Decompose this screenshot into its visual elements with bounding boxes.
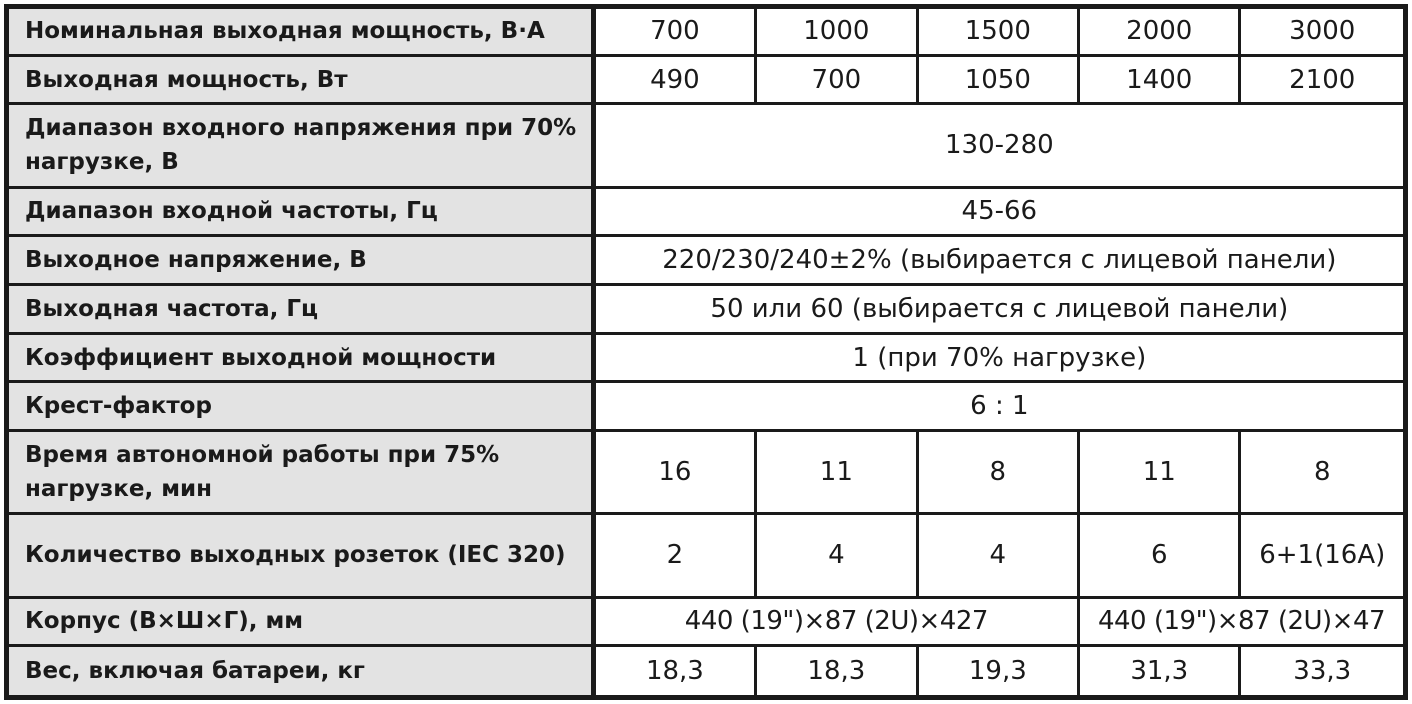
- row-label-weight: Вес, включая батареи, кг: [9, 647, 596, 695]
- cell-value: 4: [757, 515, 918, 598]
- cell-value: 50 или 60 (выбирается с лицевой панели): [596, 286, 1403, 335]
- table-row: [9, 105, 1403, 188]
- cell-value: 440 (19")×87 (2U)×427: [596, 599, 1080, 648]
- cell-value: 8: [919, 432, 1080, 515]
- spec-table-frame: [4, 4, 1408, 700]
- table-row: [9, 647, 1403, 695]
- cell-value: 33,3: [1241, 647, 1403, 695]
- spec-table: [9, 9, 1403, 695]
- cell-value: 2000: [1080, 9, 1241, 57]
- table-row: [9, 237, 1403, 286]
- table-row: [9, 9, 1403, 57]
- cell-value: 3000: [1241, 9, 1403, 57]
- cell-value: 2: [596, 515, 757, 598]
- row-label-backup-time: Время автономной работы при 75% нагрузке, мин: [9, 432, 596, 515]
- cell-value: 1000: [757, 9, 918, 57]
- row-label-nominal-power: Номинальная выходная мощность, В·А: [9, 9, 596, 57]
- table-row: [9, 432, 1403, 515]
- row-label-input-voltage-range: Диапазон входного напряжения при 70% нагрузке, В: [9, 105, 596, 188]
- table-row: [9, 189, 1403, 238]
- table-row: [9, 57, 1403, 106]
- cell-value: 2100: [1241, 57, 1403, 106]
- row-label-input-frequency-range: Диапазон входной частоты, Гц: [9, 189, 596, 238]
- cell-value: 8: [1241, 432, 1403, 515]
- table-row: [9, 383, 1403, 432]
- cell-value: 11: [1080, 432, 1241, 515]
- cell-value: 4: [919, 515, 1080, 598]
- cell-value: 1400: [1080, 57, 1241, 106]
- table-row: [9, 515, 1403, 598]
- table-row: [9, 286, 1403, 335]
- cell-value: 440 (19")×87 (2U)×47: [1080, 599, 1403, 648]
- cell-value: 16: [596, 432, 757, 515]
- row-label-output-voltage: Выходное напряжение, В: [9, 237, 596, 286]
- cell-value: 1500: [919, 9, 1080, 57]
- cell-value: 6 : 1: [596, 383, 1403, 432]
- row-label-enclosure: Корпус (В×Ш×Г), мм: [9, 599, 596, 648]
- cell-value: 700: [596, 9, 757, 57]
- row-label-outlet-count: Количество выходных розеток (IEC 320): [9, 515, 596, 598]
- cell-value: 19,3: [919, 647, 1080, 695]
- table-row: [9, 599, 1403, 648]
- cell-value: 1 (при 70% нагрузке): [596, 335, 1403, 384]
- cell-value: 490: [596, 57, 757, 106]
- cell-value: 700: [757, 57, 918, 106]
- cell-value: 45-66: [596, 189, 1403, 238]
- table-row: [9, 335, 1403, 384]
- row-label-power-factor: Коэффициент выходной мощности: [9, 335, 596, 384]
- cell-value: 1050: [919, 57, 1080, 106]
- cell-value: 11: [757, 432, 918, 515]
- row-label-output-power: Выходная мощность, Вт: [9, 57, 596, 106]
- cell-value: 31,3: [1080, 647, 1241, 695]
- cell-value: 6: [1080, 515, 1241, 598]
- cell-value: 130-280: [596, 105, 1403, 188]
- cell-value: 18,3: [757, 647, 918, 695]
- cell-value: 6+1(16A): [1241, 515, 1403, 598]
- row-label-output-frequency: Выходная частота, Гц: [9, 286, 596, 335]
- cell-value: 18,3: [596, 647, 757, 695]
- cell-value: 220/230/240±2% (выбирается с лицевой панели): [596, 237, 1403, 286]
- row-label-crest-factor: Крест-фактор: [9, 383, 596, 432]
